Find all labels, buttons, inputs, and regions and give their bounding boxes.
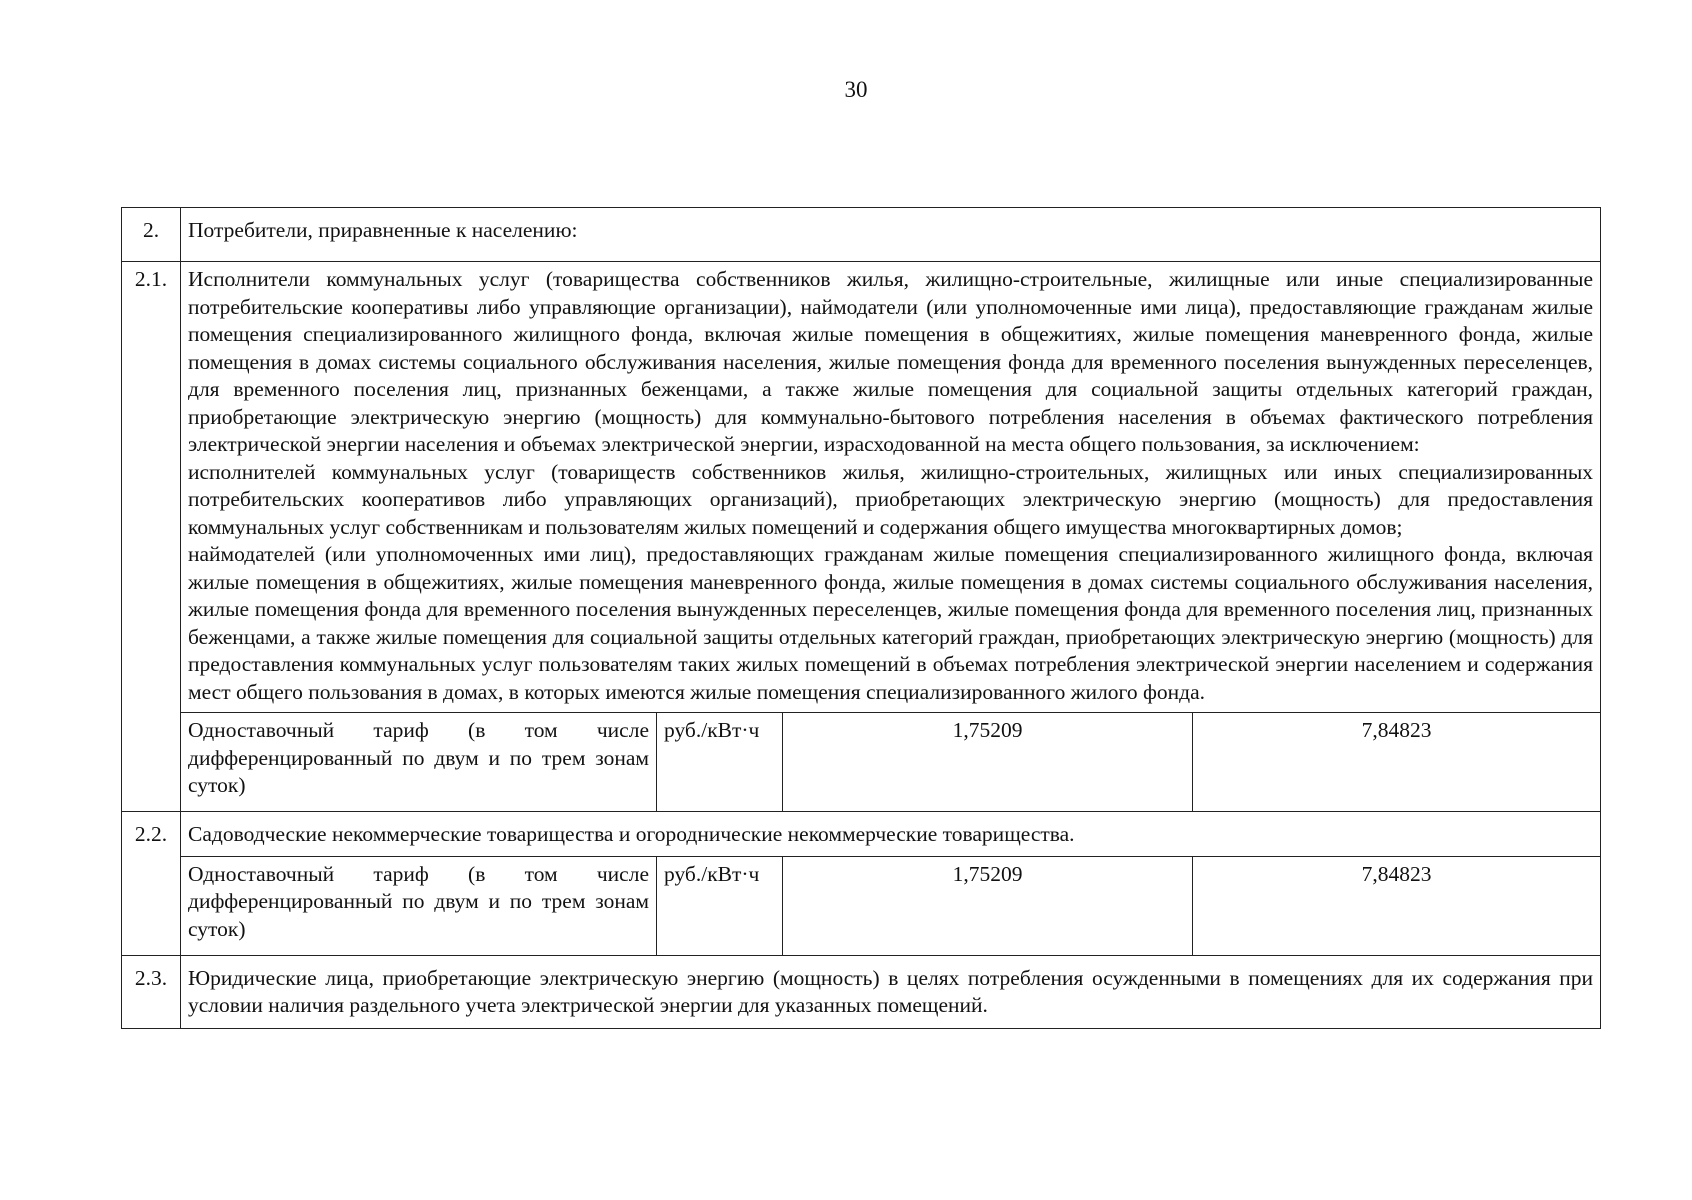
section-2-2-number: 2.2.: [122, 812, 181, 956]
section-2-title: Потребители, приравненные к населению:: [181, 208, 1601, 262]
section-2-1-paragraph: наймодателей (или уполномоченных ими лиц), предоставляющих гражданам жилые помещения специализированного жилищного фонда, включая жилые помещения в общежитиях, жилые помещения маневренного фонда, жилые помещения в домах системы социального обслуживания населения, жилые помещения фонда для временного поселения вынужденных переселенцев, жилые помещения фонда для временного поселения лиц, признанных беженцами, а также жилые помещения для социальной защиты отдельных категорий граждан, приобретающих электрическую энергию (мощность) для предоставления коммунальных услуг пользователям таких жилых помещений в объемах потребления электрической энергии населением и содержания мест общего пользования в домах, в которых имеются жилые помещения специализированного жилого фонда.: [188, 542, 1594, 704]
section-2-row: [122, 208, 1601, 262]
tariff-value-1: 1,75209: [783, 713, 1193, 812]
tariff-table: [121, 207, 1601, 1029]
tariff-label: Одноставочный тариф (в том числе дифференцированный по двум и по трем зонам суток): [181, 856, 657, 955]
section-2-1-paragraph: Исполнители коммунальных услуг (товарищества собственников жилья, жилищно-строительные, жилищные или иные специализированные потребительские кооперативы либо управляющие организации), наймодатели (или уполномоченные ими лица), предоставляющие гражданам жилые помещения специализированного жилищного фонда, включая жилые помещения в общежитиях, жилые помещения маневренного фонда, жилые помещения в домах системы социального обслуживания населения, жилые помещения фонда для временного поселения вынужденных переселенцев, для временного поселения лиц, признанных беженцами, а также жилые помещения для социальной защиты отдельных категорий граждан, приобретающие электрическую энергию (мощность) для коммунально-бытового потребления населения в объемах фактического потребления электрической энергии населения и объемах электрической энергии, израсходованной на места общего пользования, за исключением:: [188, 267, 1594, 456]
tariff-value-1: 1,75209: [783, 856, 1193, 955]
section-2-number: 2.: [122, 208, 181, 262]
section-2-3-title: Юридические лица, приобретающие электрическую энергию (мощность) в целях потребления осужденными в помещениях для их содержания при условии наличия раздельного учета электрической энергии для указанных помещений.: [181, 955, 1601, 1028]
tariff-value-2: 7,84823: [1193, 713, 1601, 812]
section-2-1-row: [122, 262, 1601, 713]
section-2-1-paragraph: исполнителей коммунальных услуг (товариществ собственников жилья, жилищно-строительных, жилищных или иных специализированных потребительских кооперативов либо управляющих организаций), приобретающих электрическую энергию (мощность) для предоставления коммунальных услуг собственникам и пользователям жилых помещений и содержания общего имущества многоквартирных домов;: [188, 459, 1594, 539]
tariff-value-2: 7,84823: [1193, 856, 1601, 955]
page-number: 30: [844, 77, 868, 102]
section-2-1-number: 2.1.: [122, 262, 181, 812]
section-2-2-tariff-row: [122, 856, 1601, 955]
section-2-1-description: [181, 262, 1601, 713]
tariff-unit: руб./кВт·ч: [657, 856, 783, 955]
tariff-unit: руб./кВт·ч: [657, 713, 783, 812]
section-2-3-row: [122, 955, 1601, 1028]
section-2-3-number: 2.3.: [122, 955, 181, 1028]
tariff-label: Одноставочный тариф (в том числе дифференцированный по двум и по трем зонам суток): [181, 713, 657, 812]
section-2-2-row: [122, 812, 1601, 857]
section-2-1-tariff-row: [122, 713, 1601, 812]
section-2-2-title: Садоводческие некоммерческие товарищества и огороднические некоммерческие товарищества.: [181, 812, 1601, 857]
